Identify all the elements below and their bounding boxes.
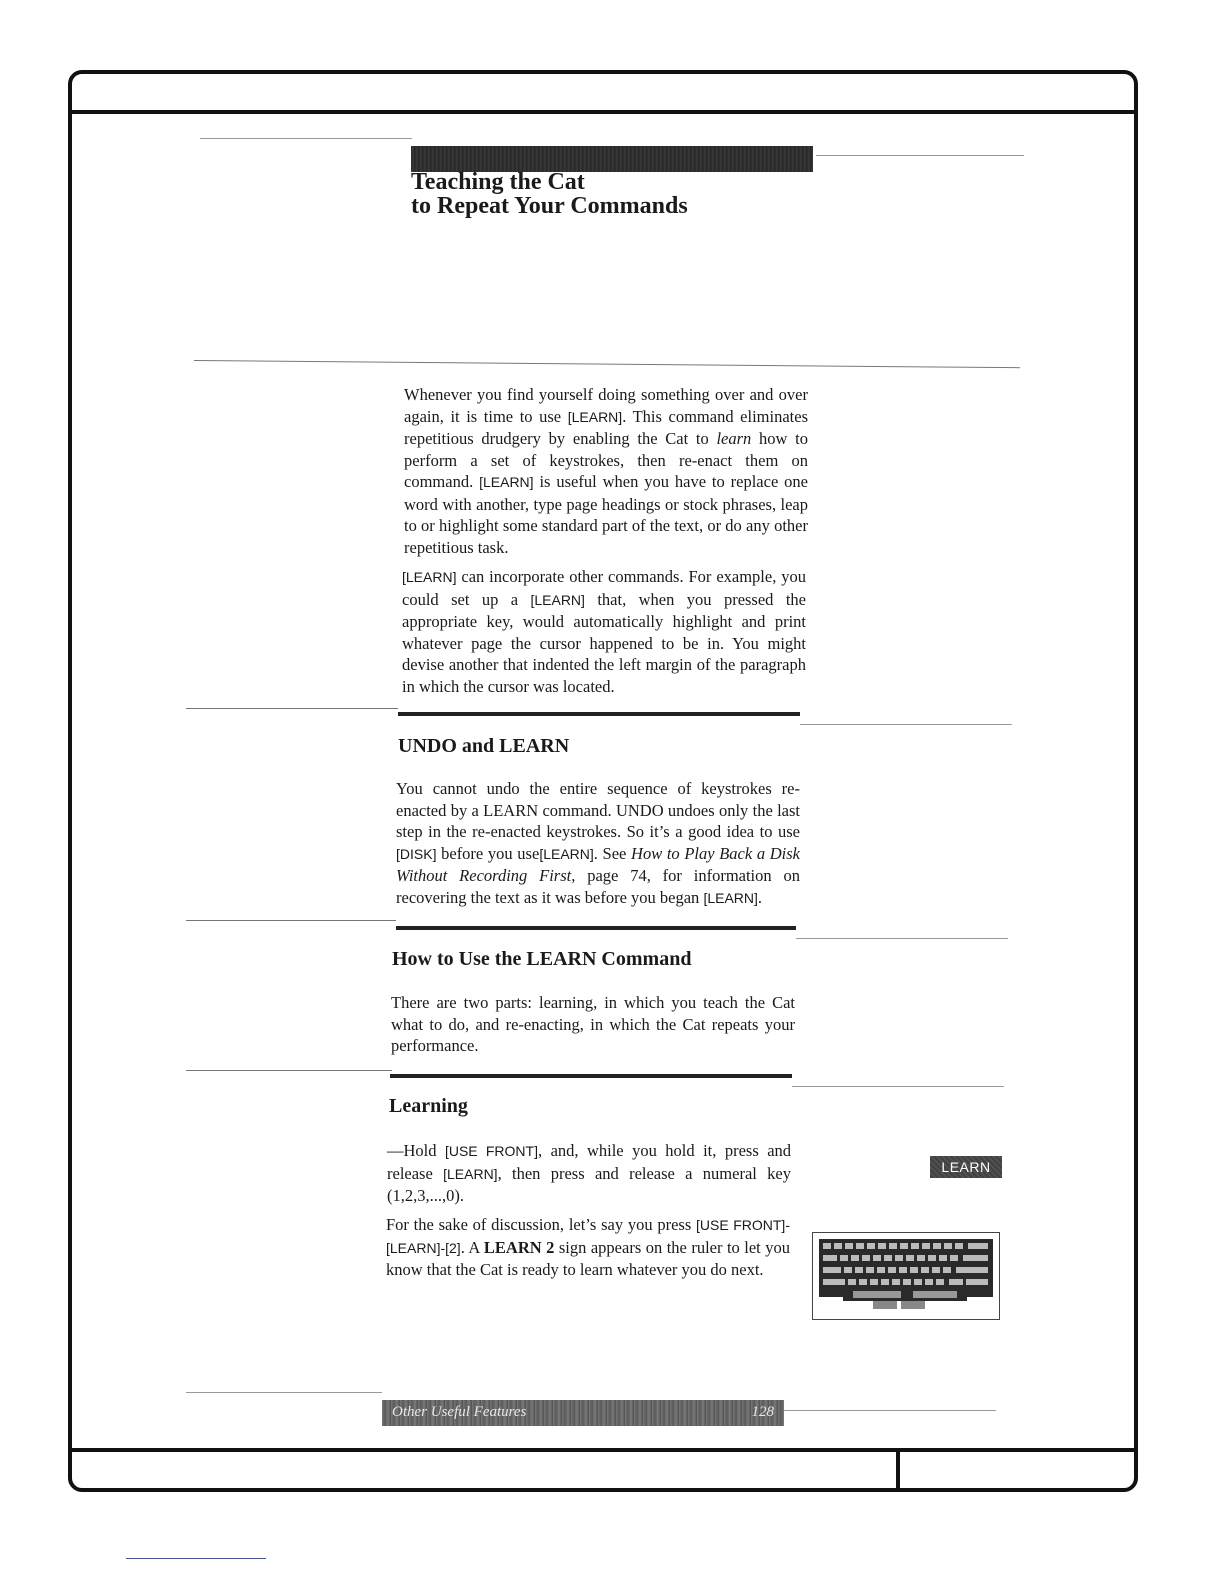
learning-rule-left <box>186 1070 392 1071</box>
page-number: 128 <box>751 1404 774 1420</box>
learn-key-ref: [LEARN] <box>539 845 594 862</box>
learning-p1-text-b: , and, while you hold it, press and release <box>387 1141 792 1183</box>
undo-rule-right <box>800 724 1012 725</box>
link-underline <box>126 1558 266 1559</box>
page-title-line2: to Repeat Your Commands <box>411 193 688 219</box>
intro-paragraph-1 <box>404 384 808 558</box>
intro-p1-text-a: Whenever you find yourself doing something over and over again, it is time to use <box>404 385 808 426</box>
learning-rule-right <box>792 1086 1004 1087</box>
learning-p1-text-a: —Hold <box>387 1141 445 1160</box>
undo-heading: UNDO and LEARN <box>398 735 570 757</box>
undo-text-c: . See <box>593 843 632 863</box>
undo-text-d: , page 74, for information on recovering the text as it was before you began <box>396 866 800 907</box>
intro-p1-text-d: is useful when you have to replace one word with another, type page headings or stock phrases, leap to or highlight some standard part of the text, or do any other repetitious task. <box>404 472 808 557</box>
learning-p2-text-a: For the sake of discussion, let’s say you press <box>386 1215 697 1234</box>
learn-2-sign: LEARN 2 <box>483 1237 555 1257</box>
undo-text-b: before you use <box>436 843 540 863</box>
footer-rule-left <box>186 1392 382 1393</box>
learning-bar <box>390 1074 792 1078</box>
footer-section-title: Other Useful Features <box>392 1404 527 1420</box>
learn-key-ref: [LEARN] <box>530 591 585 608</box>
learn-key-badge: LEARN <box>930 1156 1002 1178</box>
intro-paragraph-2 <box>402 566 806 697</box>
howto-heading: How to Use the LEARN Command <box>392 948 692 970</box>
intro-p2-text-a: can incorporate other commands. For example, you could set up a <box>402 567 806 609</box>
learn-key-ref: [LEARN] <box>567 408 623 425</box>
frame-footer-rule <box>72 1448 1134 1452</box>
learn-key-ref: [LEARN] <box>443 1165 498 1182</box>
learn-key-ref: [LEARN] <box>479 474 534 490</box>
learning-heading: Learning <box>389 1095 468 1117</box>
howto-rule-right <box>796 938 1008 939</box>
footer-band <box>382 1400 784 1426</box>
learning-p2-text-b: . A <box>460 1237 484 1257</box>
undo-rule-left <box>186 708 398 709</box>
frame-footer-divider <box>896 1452 900 1488</box>
learning-paragraph-1 <box>387 1140 791 1207</box>
intro-p1-emphasis: learn <box>716 429 752 448</box>
footer-rule-right <box>784 1410 996 1411</box>
use-front-key-ref: [USE FRONT] <box>444 1143 538 1159</box>
disk-key-ref: [DISK] <box>396 845 437 862</box>
intro-p1-text-b: . This command eliminates repetitious drudgery by enabling the Cat to <box>404 406 808 448</box>
undo-text-e: . <box>757 887 763 907</box>
title-rule-right <box>816 155 1024 156</box>
keyboard-illustration <box>812 1232 1000 1320</box>
learning-paragraph-2 <box>386 1214 790 1281</box>
undo-text-a: You cannot undo the entire sequence of keystrokes re-enacted by a LEARN command. UNDO undoes only the last step in the re-enacted keystrokes. So it’s a good idea to use <box>396 779 800 841</box>
learning-p2-text-c: sign appears on the ruler to let you know that the Cat is ready to learn whatever you do next. <box>386 1237 790 1279</box>
undo-bar <box>398 712 800 716</box>
intro-p2-text-b: that, when you pressed the appropriate key, would automatically highlight and print whatever page the cursor happened to be in. You might devise another that indented the left margin of the paragraph in which the cursor was located. <box>402 589 807 696</box>
intro-p1-text-c: how to perform a set of keystrokes, then re-enact them on command. <box>404 429 808 491</box>
page-title-line1: Teaching the Cat <box>411 169 585 195</box>
key-sequence-ref: [USE FRONT]-[LEARN]-[2] <box>386 1217 790 1256</box>
undo-cross-reference: How to Play Back a Disk Without Recording First <box>396 843 800 885</box>
howto-rule-left <box>186 920 396 921</box>
page-title <box>411 170 831 218</box>
learn-key-ref: [LEARN] <box>402 569 457 585</box>
frame-header-rule <box>72 110 1134 114</box>
howto-bar <box>396 926 796 930</box>
howto-paragraph: There are two parts: learning, in which you teach the Cat what to do, and re-enacting, in which the Cat repeats your performance. <box>391 993 795 1055</box>
learn-key-ref: [LEARN] <box>703 889 758 906</box>
title-rule-left <box>200 138 412 139</box>
keyboard-icon <box>813 1233 999 1319</box>
undo-paragraph <box>396 778 800 909</box>
learning-p1-text-c: , then press and release a numeral key (1,2,3,...,0). <box>387 1163 791 1205</box>
